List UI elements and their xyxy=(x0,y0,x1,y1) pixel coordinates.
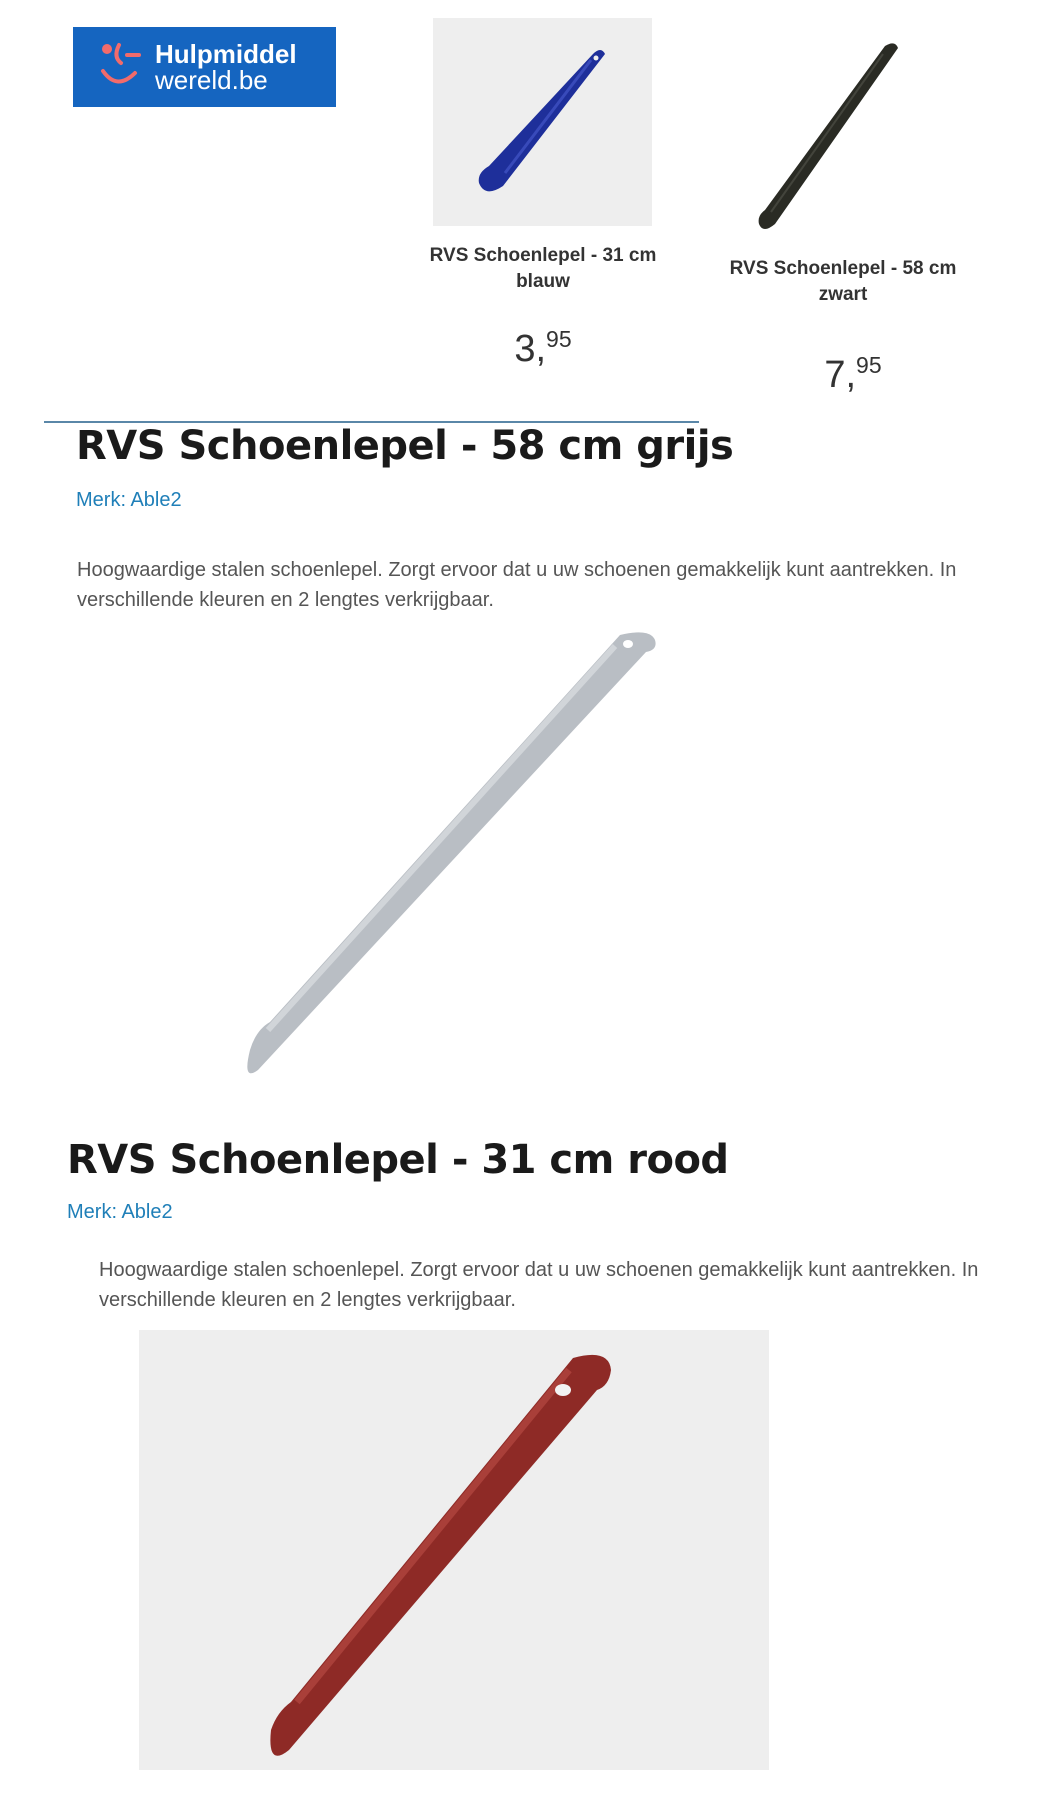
product-card-image-black[interactable] xyxy=(735,38,950,236)
shoehorn-black-image xyxy=(735,38,950,236)
smiley-hook-logo-icon xyxy=(97,37,143,98)
brand-link-rood[interactable]: Merk: Able2 xyxy=(67,1201,173,1223)
product-card-image-blue[interactable] xyxy=(433,18,652,226)
product-card-title-blue[interactable] xyxy=(413,243,673,295)
product-image-grijs xyxy=(150,630,700,1110)
product-description-rood: Hoogwaardige stalen schoenlepel. Zorgt ervoor dat u uw schoenen gemakkelijk kunt aantrekken. In verschillende kleuren en 2 lengtes verkrijgbaar. xyxy=(99,1259,979,1311)
product-card-price-black xyxy=(773,352,933,396)
product-description-grijs: Hoogwaardige stalen schoenlepel. Zorgt ervoor dat u uw schoenen gemakkelijk kunt aantrekken. In verschillende kleuren en 2 lengtes verkrijgbaar. xyxy=(77,559,957,611)
site-logo[interactable] xyxy=(73,27,336,107)
brand-link-grijs[interactable]: Merk: Able2 xyxy=(76,489,182,511)
title-line2: blauw xyxy=(516,271,570,292)
logo-line2: wereld.be xyxy=(155,65,268,95)
title-line1: RVS Schoenlepel - 58 cm xyxy=(729,258,957,279)
price-cents: 95 xyxy=(546,326,572,352)
logo-line1: Hulpmiddel xyxy=(155,39,297,69)
product-card-title-black[interactable] xyxy=(713,256,973,308)
product-image-rood xyxy=(139,1330,769,1770)
shoehorn-blue-image xyxy=(433,18,652,226)
product-title-grijs: RVS Schoenlepel - 58 cm grijs xyxy=(76,423,734,469)
price-cents: 95 xyxy=(856,352,882,378)
product-card-price-blue xyxy=(463,326,623,370)
product-title-rood: RVS Schoenlepel - 31 cm rood xyxy=(67,1137,729,1183)
logo-text xyxy=(155,41,297,93)
price-whole: 7, xyxy=(824,354,857,396)
title-line2: zwart xyxy=(818,284,868,305)
shoehorn-red-image xyxy=(139,1330,769,1770)
shoehorn-grey-image xyxy=(150,630,700,1110)
price-whole: 3, xyxy=(514,328,547,370)
title-line1: RVS Schoenlepel - 31 cm xyxy=(429,245,657,266)
